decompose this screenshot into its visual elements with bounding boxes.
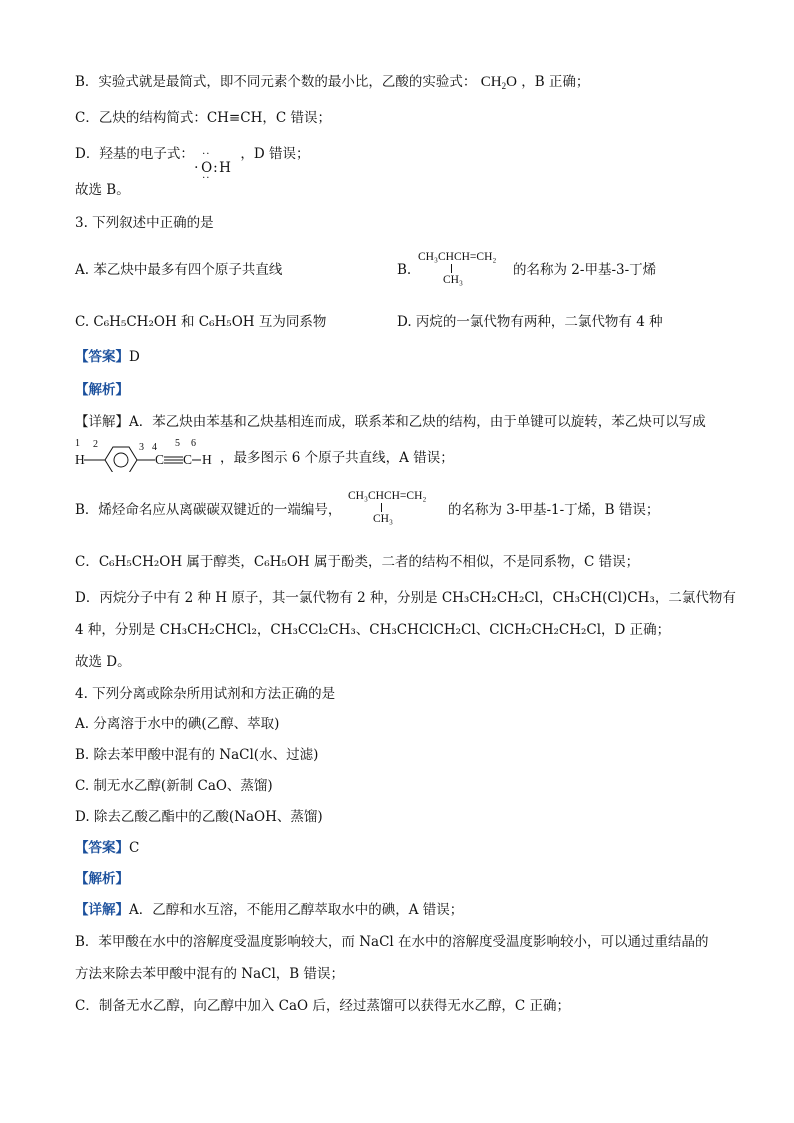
question-4-title: 4. 下列分离或除杂所用试剂和方法正确的是 — [75, 686, 336, 702]
phenylacetylene-structure — [75, 438, 220, 472]
q3-option-b-text: 的名称为 2-甲基-3-丁烯 — [513, 262, 657, 278]
q4-option-d: D. 除去乙酸乙酯中的乙酸(NaOH、蒸馏) — [75, 809, 323, 825]
q4-analysis-label-text: 【解析】 — [75, 871, 129, 887]
q4-option-b: B. 除去苯甲酸中混有的 NaCl(水、过滤) — [75, 747, 319, 763]
atom-h1: H — [75, 452, 85, 467]
answer-value: D — [129, 349, 140, 365]
dots-top: ·· — [202, 149, 211, 160]
q3-detail-d1: D．丙烷分子中有 2 种 H 原子，其一氯代物有 2 种，分别是 CH₃CH₂CH₂Cl，CH₃CH(Cl)CH₃，二氯代物有 — [75, 590, 736, 606]
benzene-ring-svg — [75, 438, 220, 472]
q3-option-d: D. 丙烷的一氯代物有两种，二氯代物有 4 种 — [397, 314, 663, 330]
line-c-acetylene: C．乙炔的结构简式：CH≡CH，C 错误； — [75, 110, 331, 126]
q3-detail-b-prefix: B．烯烃命名应从离碳碳双键近的一端编号， — [75, 502, 342, 518]
line-d-hydroxyl — [75, 144, 310, 184]
q3-detail-a — [75, 412, 706, 432]
q3-option-b-structure — [418, 250, 518, 290]
atom-number-6: 6 — [191, 438, 196, 449]
detail-structure-bond — [381, 503, 382, 512]
text-b-part1: B．实验式就是最简式，即不同元素个数的最小比，乙酸的实验式： — [75, 74, 477, 90]
text-d-suffix: ，D 错误； — [240, 146, 310, 162]
q4-detail-b1: B．苯甲酸在水中的溶解度受温度影响较大，而 NaCl 在水中的溶解度受温度影响较小，可以通过重结晶的 — [75, 934, 709, 950]
detail-label: 【详解】 — [75, 902, 129, 918]
atom-c2: C — [183, 452, 193, 467]
atom-number-2: 2 — [93, 439, 98, 450]
q3-option-a: A. 苯乙炔中最多有四个原子共直线 — [75, 262, 283, 278]
q3-detail-c: C．C₆H₅CH₂OH 属于醇类，C₆H₅OH 属于酚类，二者的结构不相似，不是同系物，C 错误； — [75, 554, 640, 570]
electron-h: H — [219, 160, 231, 176]
electron-o: O — [201, 160, 213, 176]
q3-detail-b-structure — [348, 489, 448, 529]
detail-structure-methyl: CH₃ — [373, 513, 393, 525]
atom-h2: H — [202, 452, 212, 467]
q4-answer-label: 【答案】 — [75, 840, 129, 856]
q3-detail-b-suffix: 的名称为 3-甲基-1-丁烯，B 错误； — [448, 502, 660, 518]
text-d-prefix: D．羟基的电子式： — [75, 146, 194, 162]
q3-analysis-label — [75, 380, 129, 400]
q4-option-c: C. 制无水乙醇(新制 CaO、蒸馏) — [75, 778, 273, 794]
atom-number-3: 3 — [139, 442, 144, 453]
atom-number-5: 5 — [175, 438, 180, 449]
q3-answer — [75, 347, 140, 367]
structure-methyl: CH₃ — [443, 274, 463, 286]
q3-option-c: C. C₆H₅CH₂OH 和 C₆H₅OH 互为同系物 — [75, 314, 327, 330]
structure-branch-bond — [451, 264, 452, 273]
text-b-part2: ，B 正确； — [521, 74, 590, 90]
atom-numbers: 1 — [75, 438, 80, 449]
detail-a-text: 【详解】A．苯乙炔由苯基和乙炔基相连而成，联系苯和乙炔的结构，由于单键可以旋转，苯乙炔可以写成 — [75, 414, 706, 430]
structure-top-row: CH₃CHCH=CH₂ — [418, 251, 497, 263]
detail-structure-top: CH₃CHCH=CH₂ — [348, 490, 427, 502]
line-choose-d: 故选 D。 — [75, 654, 131, 670]
q3-detail-d2: 4 种，分别是 CH₃CH₂CHCl₂，CH₃CCl₂CH₃、CH₃CHClCH₂Cl、ClCH₂CH₂CH₂Cl，D 正确； — [75, 622, 671, 638]
dots-bottom: ·· — [202, 173, 211, 184]
atom-number-4: 4 — [152, 442, 157, 453]
answer-label: 【答案】 — [75, 349, 129, 365]
formula-ch2o: $CH_2O$ — [480, 74, 517, 91]
dot-left: · — [194, 160, 199, 176]
q3-option-b-prefix: B. — [397, 262, 412, 278]
q4-detail-a — [75, 900, 463, 920]
q4-detail-c: C．制备无水乙醇，向乙醇中加入 CaO 后，经过蒸馏可以获得无水乙醇，C 正确； — [75, 998, 570, 1014]
electron-colon: : — [213, 160, 218, 176]
atom-c1: C — [155, 452, 165, 467]
q4-analysis-label — [75, 869, 129, 889]
analysis-label: 【解析】 — [75, 382, 129, 398]
q4-option-a: A. 分离溶于水中的碘(乙醇、萃取) — [75, 716, 280, 732]
line-b-empirical — [75, 72, 589, 92]
line-choose-b: 故选 B。 — [75, 182, 130, 198]
q4-detail-b2: 方法来除去苯甲酸中混有的 NaCl，B 错误； — [75, 966, 345, 982]
q4-answer — [75, 838, 139, 858]
detail-text: A．乙醇和水互溶，不能用乙醇萃取水中的碘，A 错误； — [129, 902, 464, 918]
q4-answer-value: C — [129, 840, 140, 856]
question-3-title: 3. 下列叙述中正确的是 — [75, 215, 214, 231]
q3-detail-a2: ，最多图示 6 个原子共直线，A 错误； — [220, 450, 454, 466]
